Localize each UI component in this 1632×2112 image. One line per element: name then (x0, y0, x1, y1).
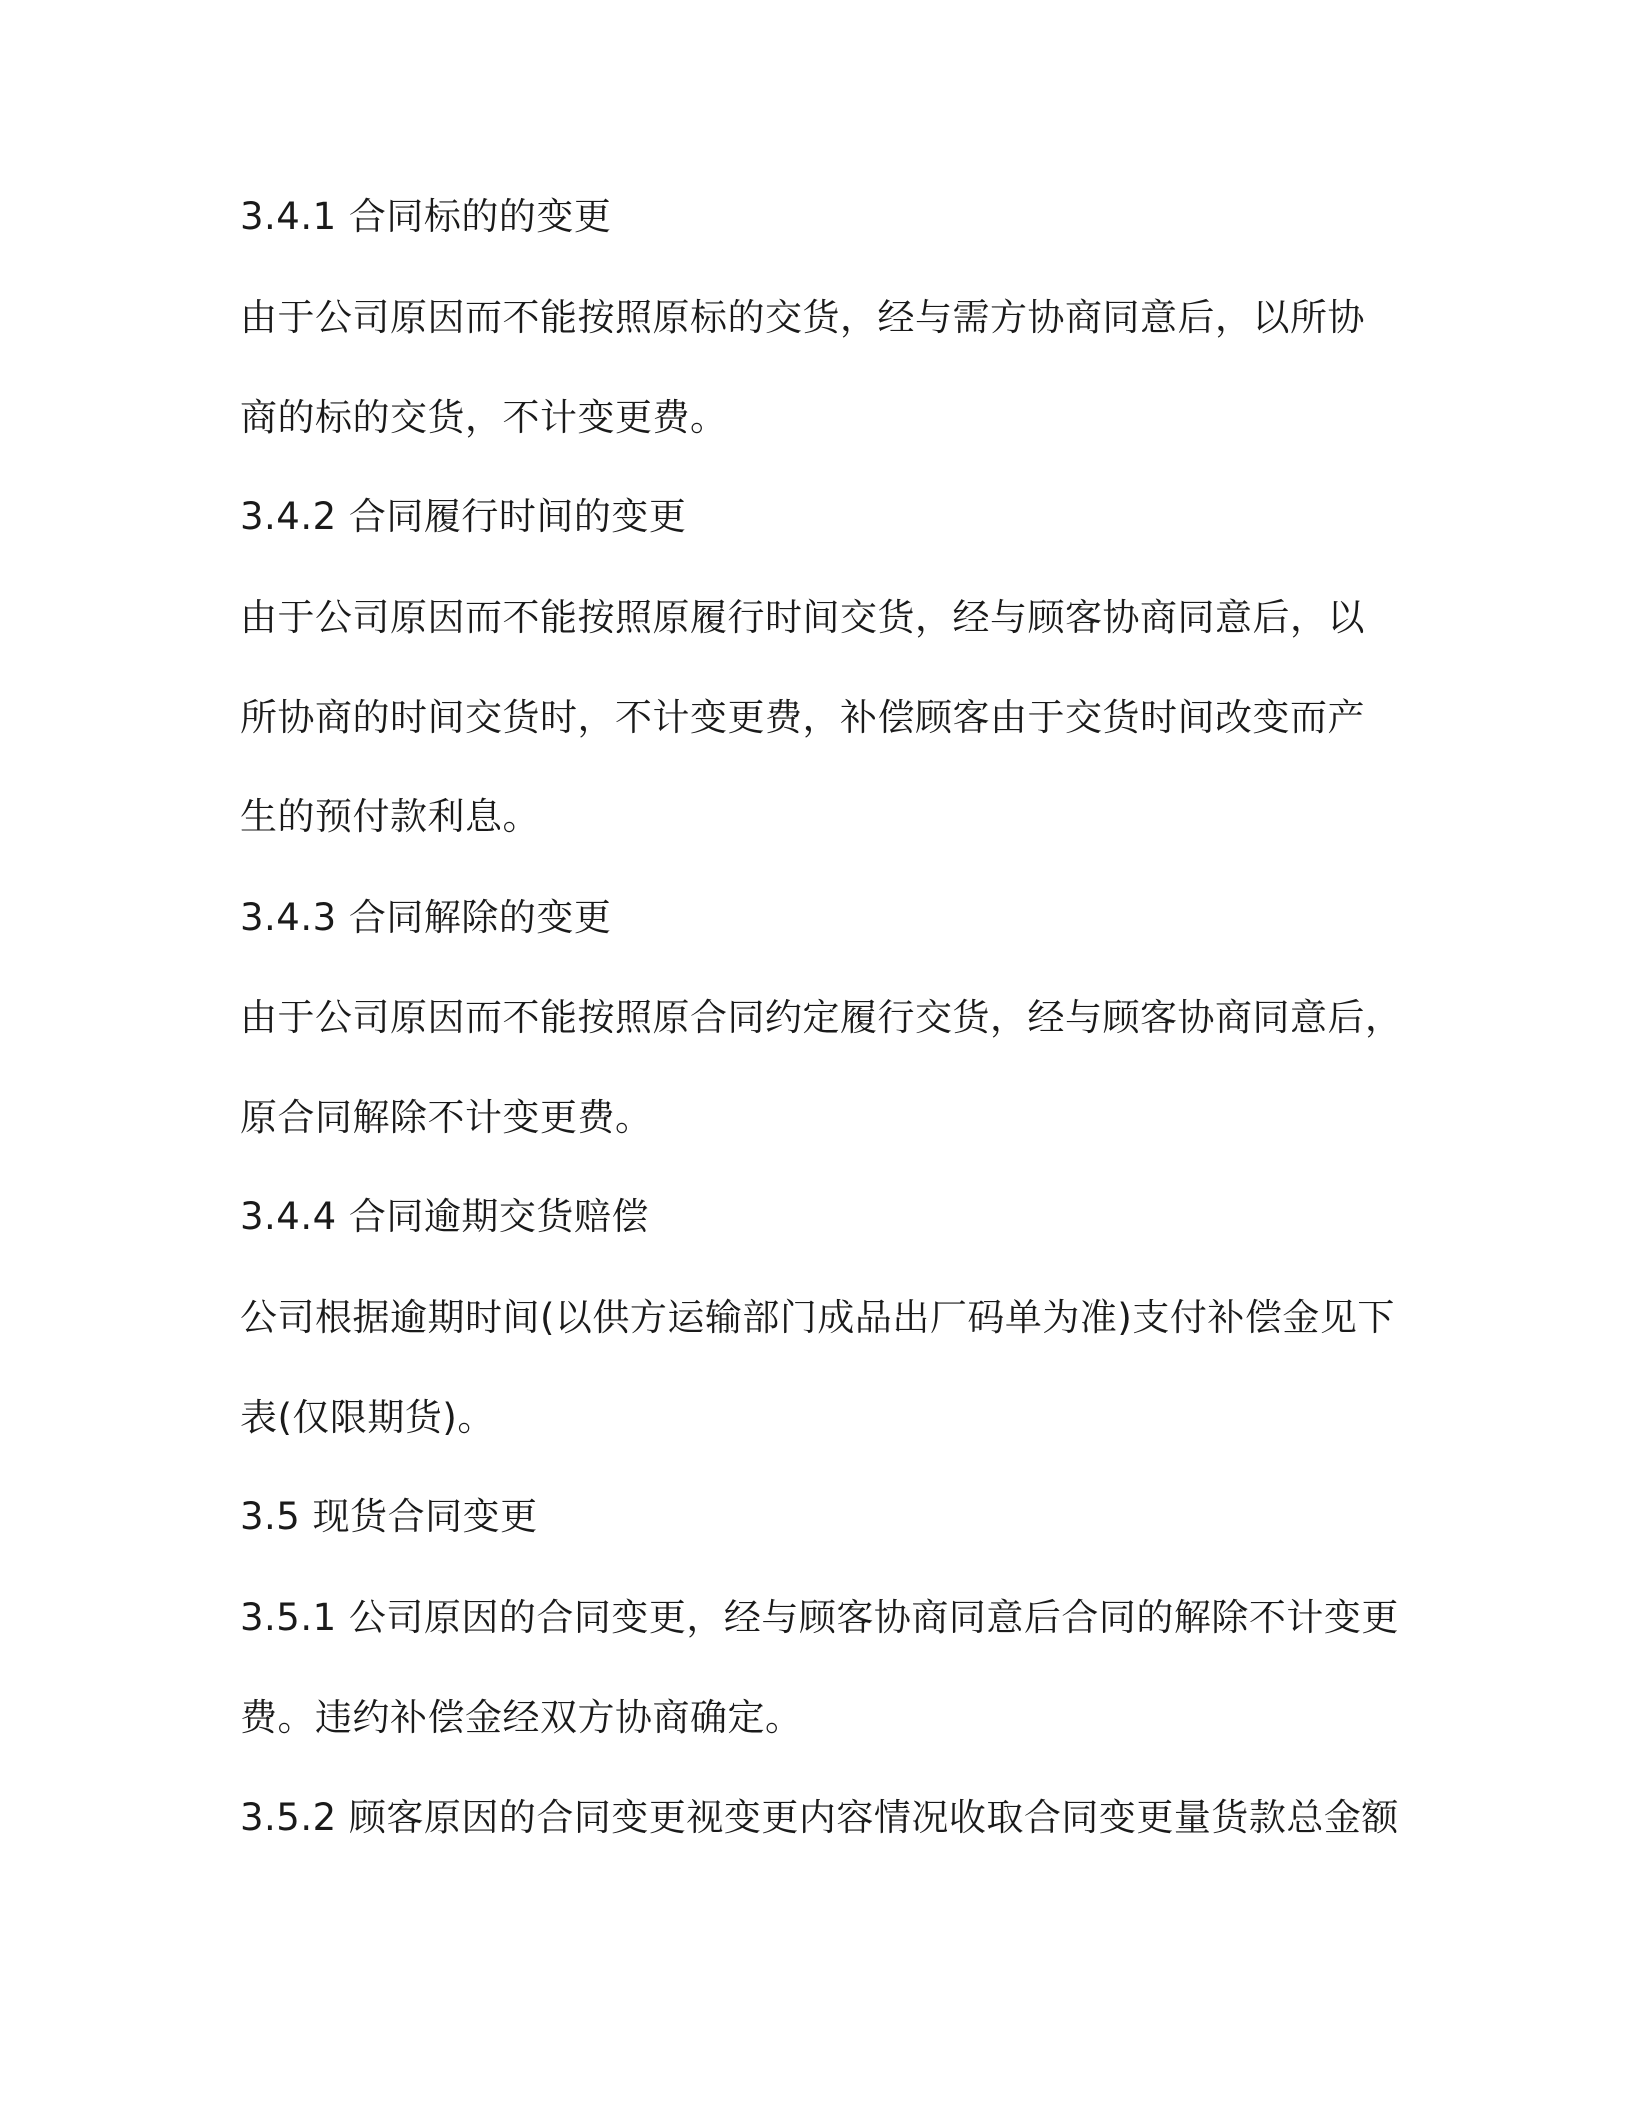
heading-3-5: 3.5 现货合同变更 (240, 1495, 538, 1538)
paragraph-line: 所协商的时间交货时，不计变更费，补偿顾客由于交货时间改变而产 (240, 696, 1365, 739)
heading-3-4-4: 3.4.4 合同逾期交货赔偿 (240, 1195, 649, 1238)
paragraph-line: 生的预付款利息。 (240, 795, 540, 838)
heading-3-4-1: 3.4.1 合同标的的变更 (240, 195, 612, 238)
paragraph-line: 费。违约补偿金经双方协商确定。 (240, 1696, 803, 1739)
paragraph-line: 表(仅限期货)。 (240, 1396, 495, 1439)
heading-3-4-2: 3.4.2 合同履行时间的变更 (240, 495, 687, 538)
heading-3-4-3: 3.4.3 合同解除的变更 (240, 896, 612, 939)
paragraph-line: 由于公司原因而不能按照原履行时间交货，经与顾客协商同意后，以 (240, 596, 1365, 639)
paragraph-line: 由于公司原因而不能按照原合同约定履行交货，经与顾客协商同意后， (240, 996, 1403, 1039)
paragraph-line: 公司根据逾期时间(以供方运输部门成品出厂码单为准)支付补偿金见下 (240, 1296, 1395, 1339)
paragraph-line: 3.5.2 顾客原因的合同变更视变更内容情况收取合同变更量货款总金额 (240, 1796, 1399, 1839)
paragraph-line: 商的标的交货，不计变更费。 (240, 396, 728, 439)
paragraph-line: 原合同解除不计变更费。 (240, 1096, 653, 1139)
paragraph-line: 3.5.1 公司原因的合同变更，经与顾客协商同意后合同的解除不计变更 (240, 1596, 1399, 1639)
paragraph-line: 由于公司原因而不能按照原标的交货，经与需方协商同意后，以所协 (240, 296, 1365, 339)
